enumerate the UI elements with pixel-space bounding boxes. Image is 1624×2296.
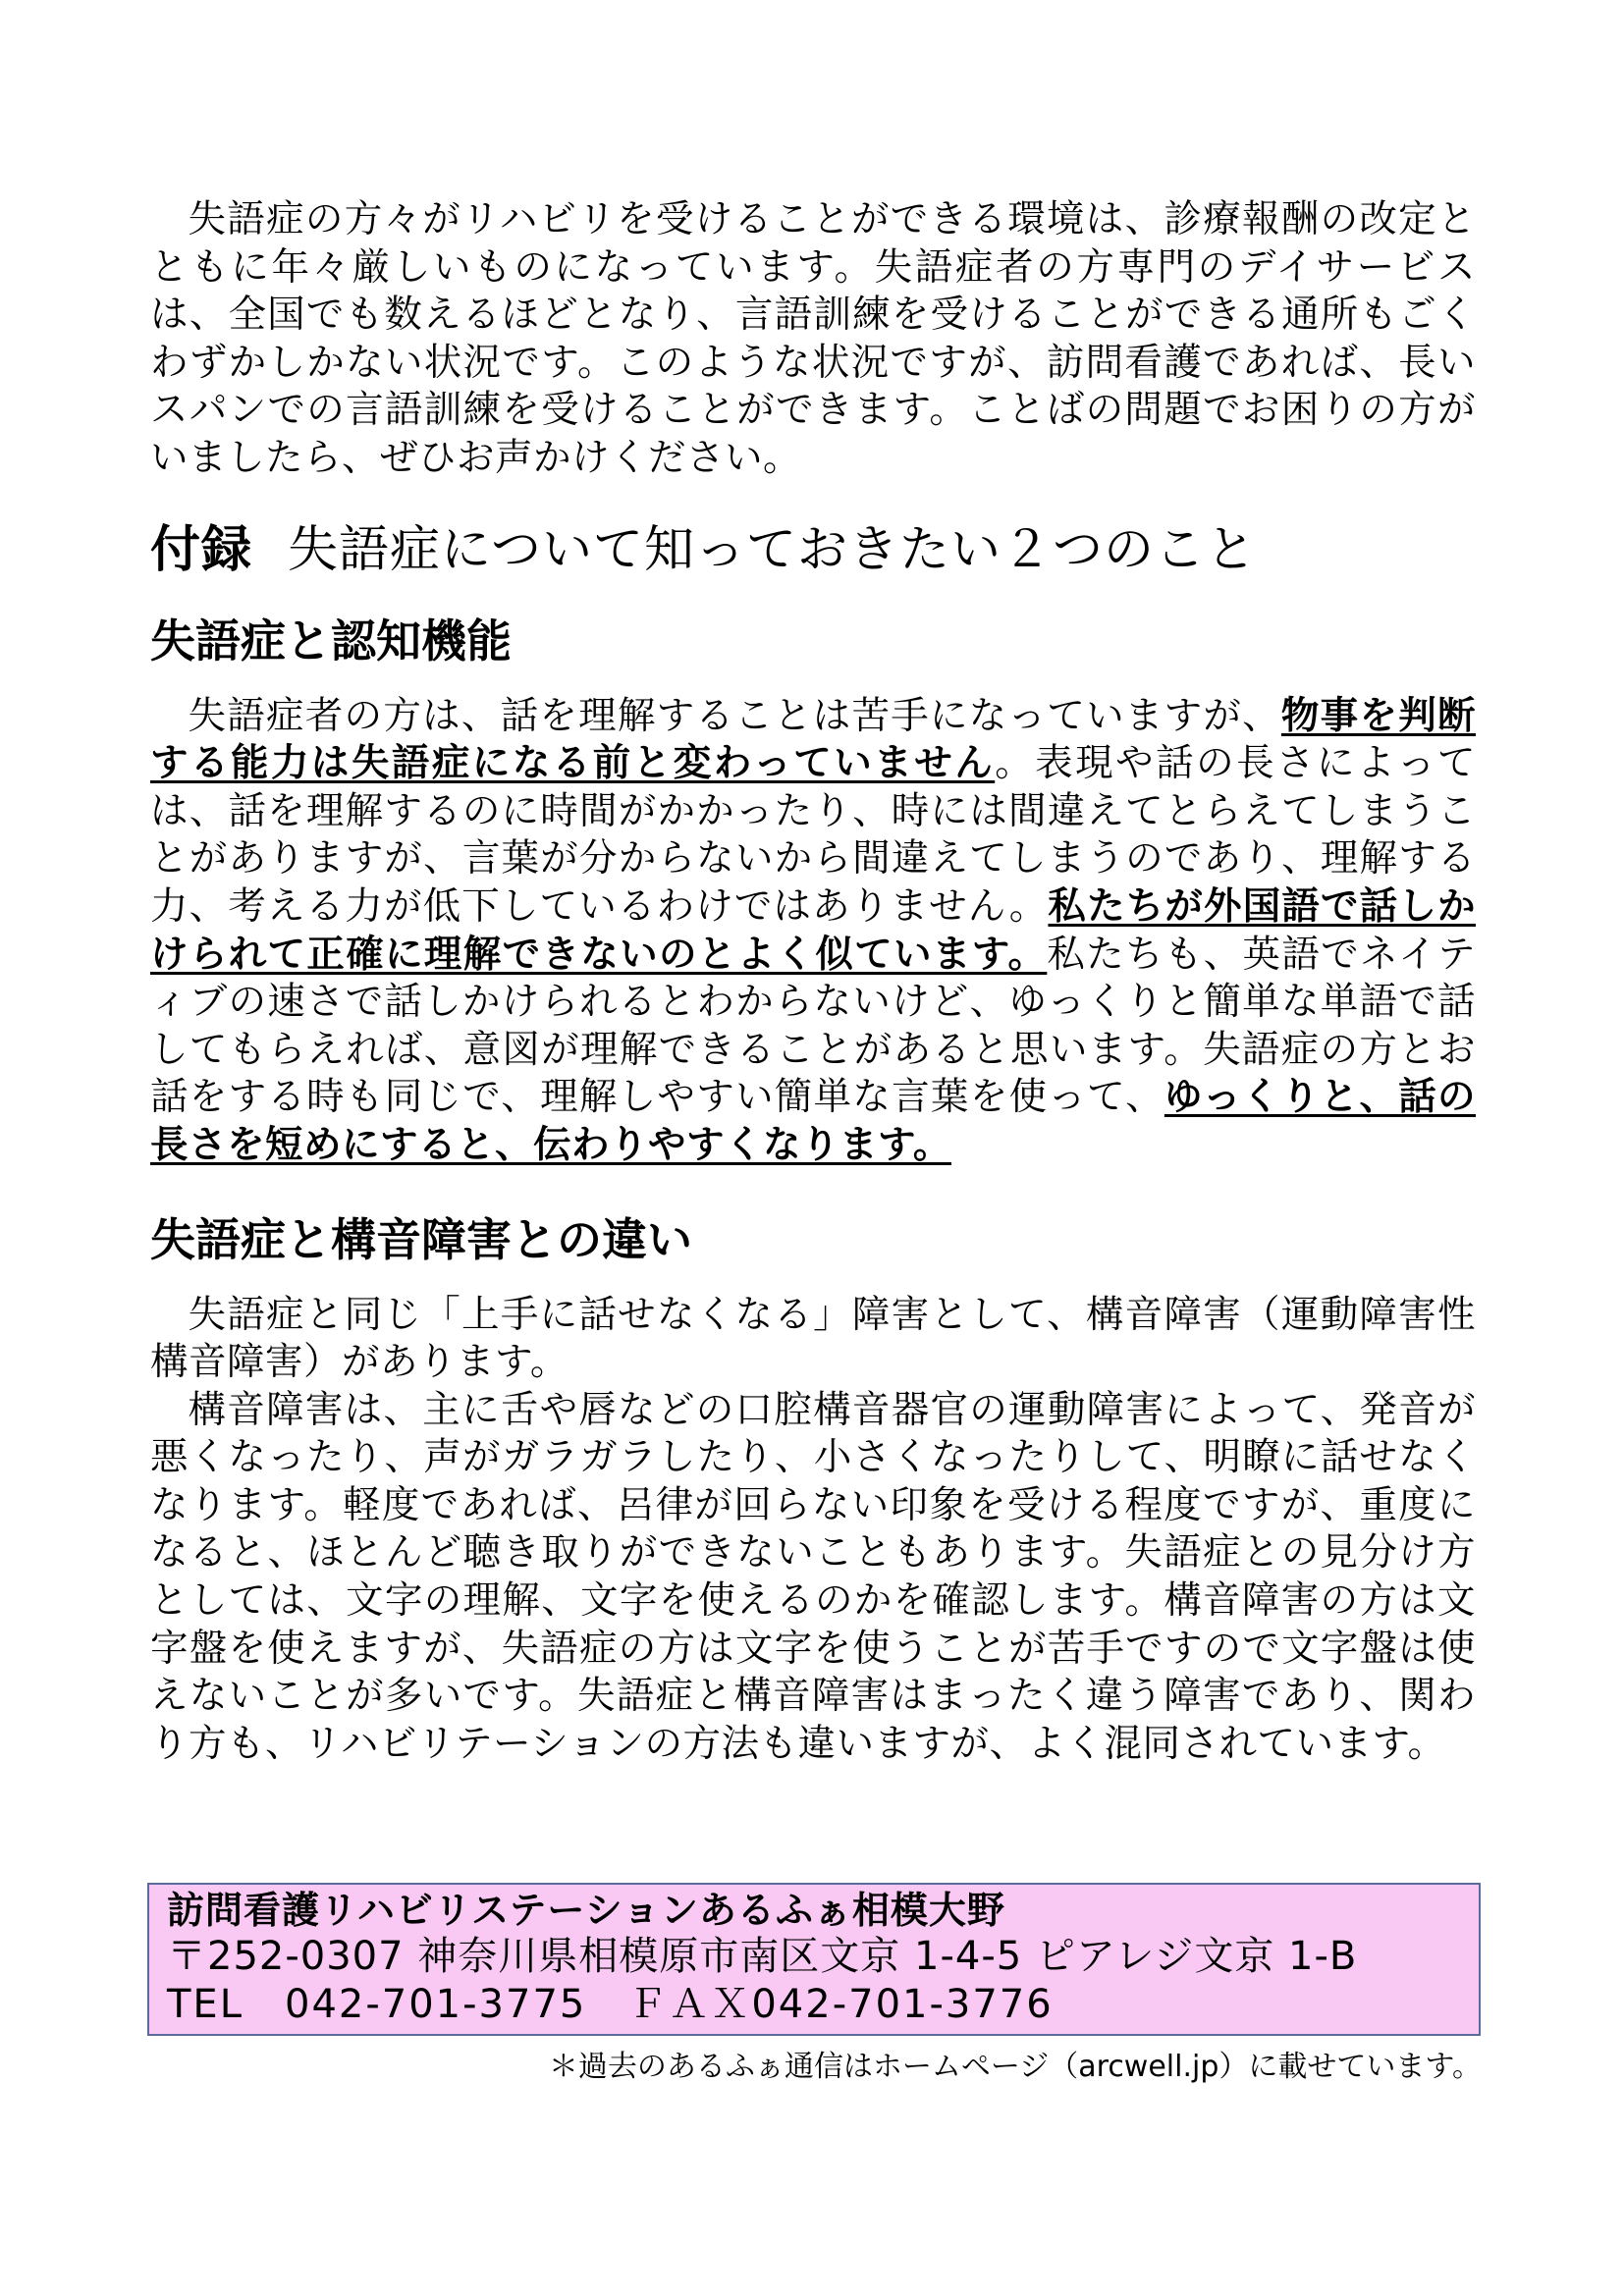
section-heading-cognition: 失語症と認知機能 [150, 614, 512, 667]
contact-address: 〒252-0307 神奈川県相模原市南区文京 1-4-5 ピアレジ文京 1-B [167, 1934, 1358, 1979]
footnote: ＊過去のあるふぁ通信はホームページ（arcwell.jp）に載せています。 [548, 2050, 1482, 2084]
contact-box [147, 1883, 1481, 2036]
cognition-emphasis-2: 私たちが外国語で話しかけられて正確に理解できないのとよく似ています。 [150, 883, 1476, 977]
cognition-paragraph [150, 693, 1476, 1170]
cognition-emphasis-1: 物事を判断する能力は失語症になる前と変わっていません [150, 693, 1476, 786]
cognition-text-2: 。表現や話の長さによっては、話を理解するのに時間がかかったり、時には間違えてとらえてしまうことがありますが、言葉が分からないから間違えてしまうのであり、理解する力、考える力が低下しているわけではありません。 [150, 741, 1476, 929]
cognition-text-1: 失語症者の方は、話を理解することは苦手になっていますが、 [188, 693, 1281, 738]
cognition-emphasis-3: ゆっくりと、話の長さを短めにすると、伝わりやすくなります。 [150, 1075, 1476, 1167]
dysarthria-paragraph-1: 失語症と同じ「上手に話せなくなる」障害として、構音障害（運動障害性構音障害）があります。 [150, 1292, 1476, 1385]
main-content [150, 196, 1476, 1768]
cognition-text-3: 私たちも、英語でネイティブの速さで話しかけられるとわからないけど、ゆっくりと簡単な単語で話してもらえれば、意図が理解できることがあると思います。失語症の方とお話をする時も同じで、理解しやすい簡単な言葉を使って、 [150, 932, 1476, 1120]
section-spacer [150, 1170, 1476, 1184]
intro-paragraph: 失語症の方々がリハビリを受けることができる環境は、診療報酬の改定とともに年々厳しいものになっています。失語症者の方専門のデイサービスは、全国でも数えるほどとなり、言語訓練を受けることができる通所もごくわずかしかない状況です。このような状況ですが、訪問看護であれば、長いスパンでの言語訓練を受けることができます。ことばの問題でお困りの方がいましたら、ぜひお声かけください。 [150, 197, 1476, 480]
appendix-label: 付録 [150, 520, 253, 579]
contact-phones: TEL 042-701-3775 ＦＡＸ042-701-3776 [167, 1982, 1054, 2027]
contact-name: 訪問看護リハビリステーションあるふぁ相模大野 [167, 1889, 1005, 1932]
appendix-heading [150, 516, 1476, 585]
dysarthria-paragraph-2: 構音障害は、主に舌や唇などの口腔構音器官の運動障害によって、発音が悪くなったり、声がガラガラしたり、小さくなったりして、明瞭に話せなくなります。軽度であれば、呂律が回らない印象を受ける程度ですが、重度になると、ほとんど聴き取りができないこともあります。失語症との見分け方としては、文字の理解、文字を使えるのかを確認します。構音障害の方は文字盤を使えますが、失語症の方は文字を使うことが苦手ですので文字盤は使えないことが多いです。失語症と構音障害はまったく違う障害であり、関わり方も、リハビリテーションの方法も違いますが、よく混同されています。 [150, 1387, 1476, 1766]
section-heading-dysarthria: 失語症と構音障害との違い [150, 1212, 692, 1266]
appendix-title: 失語症について知っておきたい２つのこと [288, 520, 1257, 579]
